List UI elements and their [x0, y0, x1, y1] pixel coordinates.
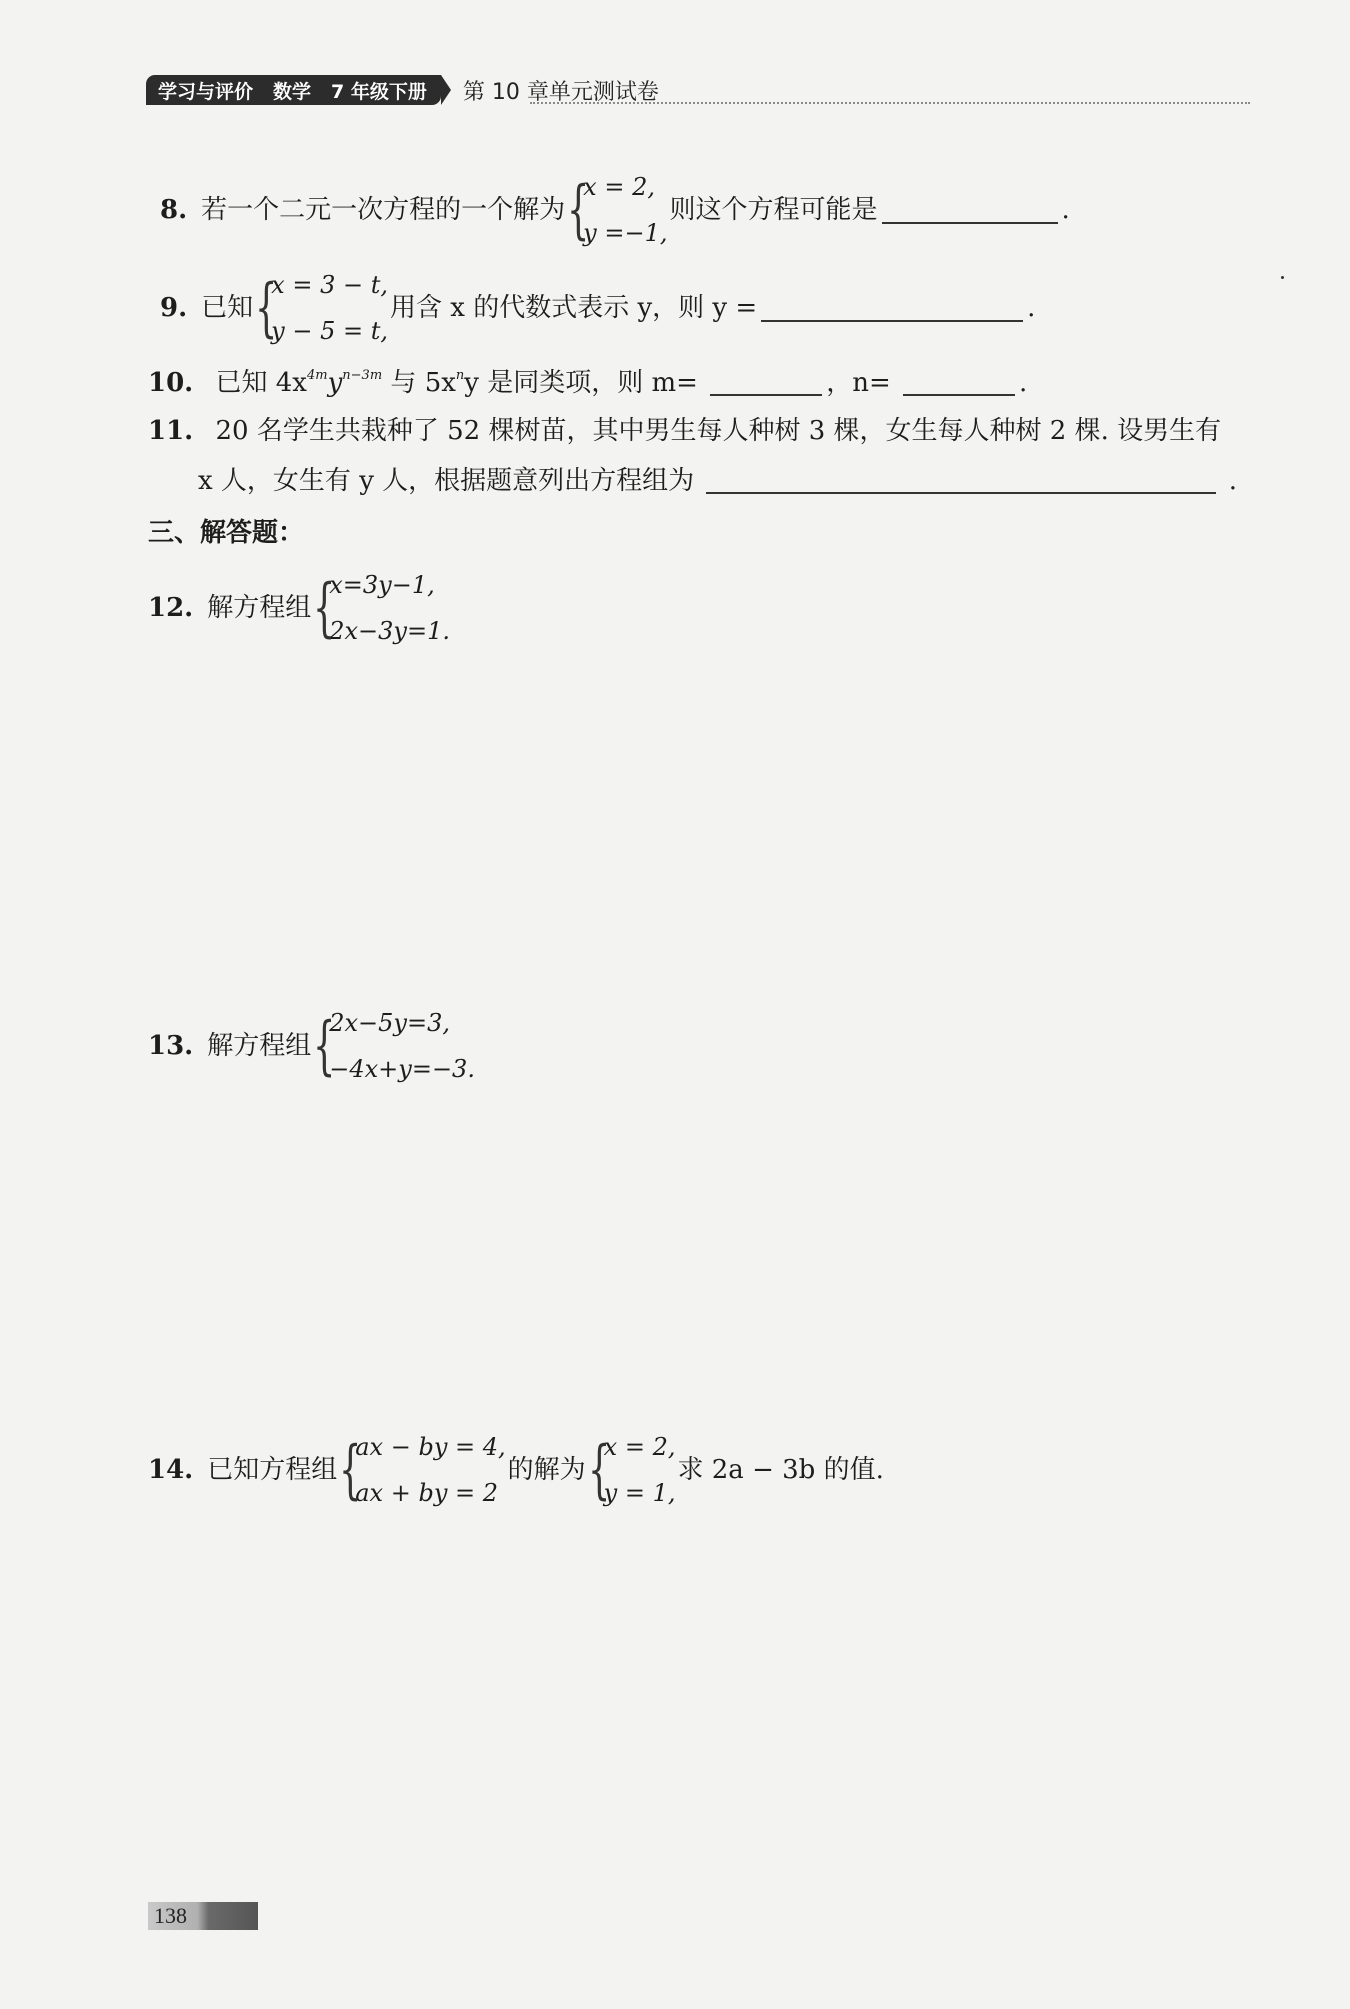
page-number: 138 — [148, 1902, 258, 1930]
equation-row: x = 3 − t, — [271, 271, 388, 299]
header-subject: 数学 — [273, 80, 312, 103]
question-9 — [160, 262, 1035, 354]
punctuation: . — [1019, 368, 1028, 398]
question-text: y 是同类项，则 m= — [464, 368, 698, 398]
equation-row: x = 2, — [603, 1433, 676, 1461]
answer-blank[interactable] — [882, 196, 1058, 224]
equation-system — [339, 1424, 505, 1516]
question-text: 用含 x 的代数式表示 y，则 y = — [390, 293, 758, 323]
exponent: 4m — [306, 368, 328, 383]
solution-system — [588, 1424, 676, 1516]
question-text: 若一个二元一次方程的一个解为 — [201, 195, 566, 225]
equation-system — [567, 164, 667, 256]
question-text: 与 5x — [382, 368, 456, 398]
equation-system — [313, 1000, 475, 1092]
equation-row: x = 2, — [583, 173, 655, 201]
question-text: 则这个方程可能是 — [669, 195, 878, 225]
brace-icon: { — [567, 173, 590, 247]
question-11-line2 — [198, 466, 1237, 494]
equation-system — [313, 562, 450, 654]
question-number: 8. — [160, 195, 188, 225]
question-text: 的解为 — [507, 1455, 586, 1485]
equation-row: −4x+y=−3. — [329, 1055, 475, 1083]
exponent: n−3m — [342, 368, 383, 383]
answer-blank-n[interactable] — [903, 368, 1015, 396]
equation-row: 2x−3y=1. — [329, 617, 450, 645]
equation-row: y =−1, — [583, 219, 668, 247]
question-number: 14. — [148, 1455, 194, 1485]
question-text: 解方程组 — [207, 593, 312, 623]
question-number: 11. — [148, 416, 194, 446]
punctuation: . — [1027, 293, 1036, 323]
stray-mark — [1281, 276, 1284, 279]
answer-blank[interactable] — [706, 466, 1216, 494]
brace-icon: { — [587, 1433, 611, 1507]
section-heading: 三、解答题： — [148, 518, 305, 548]
brace-icon: { — [313, 571, 336, 645]
header-series: 学习与评价 — [158, 80, 254, 103]
header-book-bar — [146, 75, 441, 105]
question-text: 20 名学生共栽种了 52 棵树苗，其中男生每人种树 3 棵，女生每人种树 2 棵. 设男生有 — [215, 416, 1222, 446]
equation-row: x=3y−1, — [329, 571, 435, 599]
equation-row: y = 1, — [603, 1479, 676, 1507]
answer-blank[interactable] — [761, 294, 1023, 322]
question-text: x 人，女生有 y 人，根据题意列出方程组为 — [198, 466, 695, 496]
equation-row: ax + by = 2 — [355, 1479, 499, 1507]
question-number: 10. — [148, 368, 194, 398]
question-14 — [148, 1424, 884, 1516]
exponent: n — [455, 368, 465, 383]
question-text: ，n= — [826, 368, 891, 398]
question-11 — [148, 418, 1221, 444]
equation-row: ax − by = 4, — [355, 1433, 506, 1461]
header-chapter: 第 10 章单元测试卷 — [462, 79, 659, 105]
question-13 — [148, 1000, 477, 1092]
question-12 — [148, 562, 452, 654]
header-arrow-icon — [441, 75, 451, 105]
question-number: 13. — [148, 1031, 194, 1061]
equation-row: 2x−5y=3, — [329, 1009, 450, 1037]
question-text: 已知 4x — [215, 368, 307, 398]
brace-icon: { — [255, 271, 278, 345]
question-number: 9. — [160, 293, 188, 323]
equation-system — [255, 262, 388, 354]
question-text: 解方程组 — [207, 1031, 312, 1061]
question-text: 已知方程组 — [207, 1455, 338, 1485]
header-divider — [530, 102, 1250, 104]
answer-blank-m[interactable] — [710, 368, 822, 396]
punctuation: . — [1061, 195, 1070, 225]
header-grade: 7 年级下册 — [331, 80, 427, 103]
equation-row: y − 5 = t, — [271, 317, 389, 345]
punctuation: . — [1228, 466, 1237, 496]
question-text: 求 2a − 3b 的值. — [677, 1455, 884, 1485]
question-8 — [160, 164, 1070, 256]
brace-icon: { — [313, 1009, 336, 1083]
question-text: 已知 — [201, 293, 254, 323]
question-text: y — [327, 368, 343, 398]
question-number: 12. — [148, 593, 194, 623]
brace-icon: { — [339, 1433, 362, 1507]
question-10 — [148, 368, 1027, 396]
